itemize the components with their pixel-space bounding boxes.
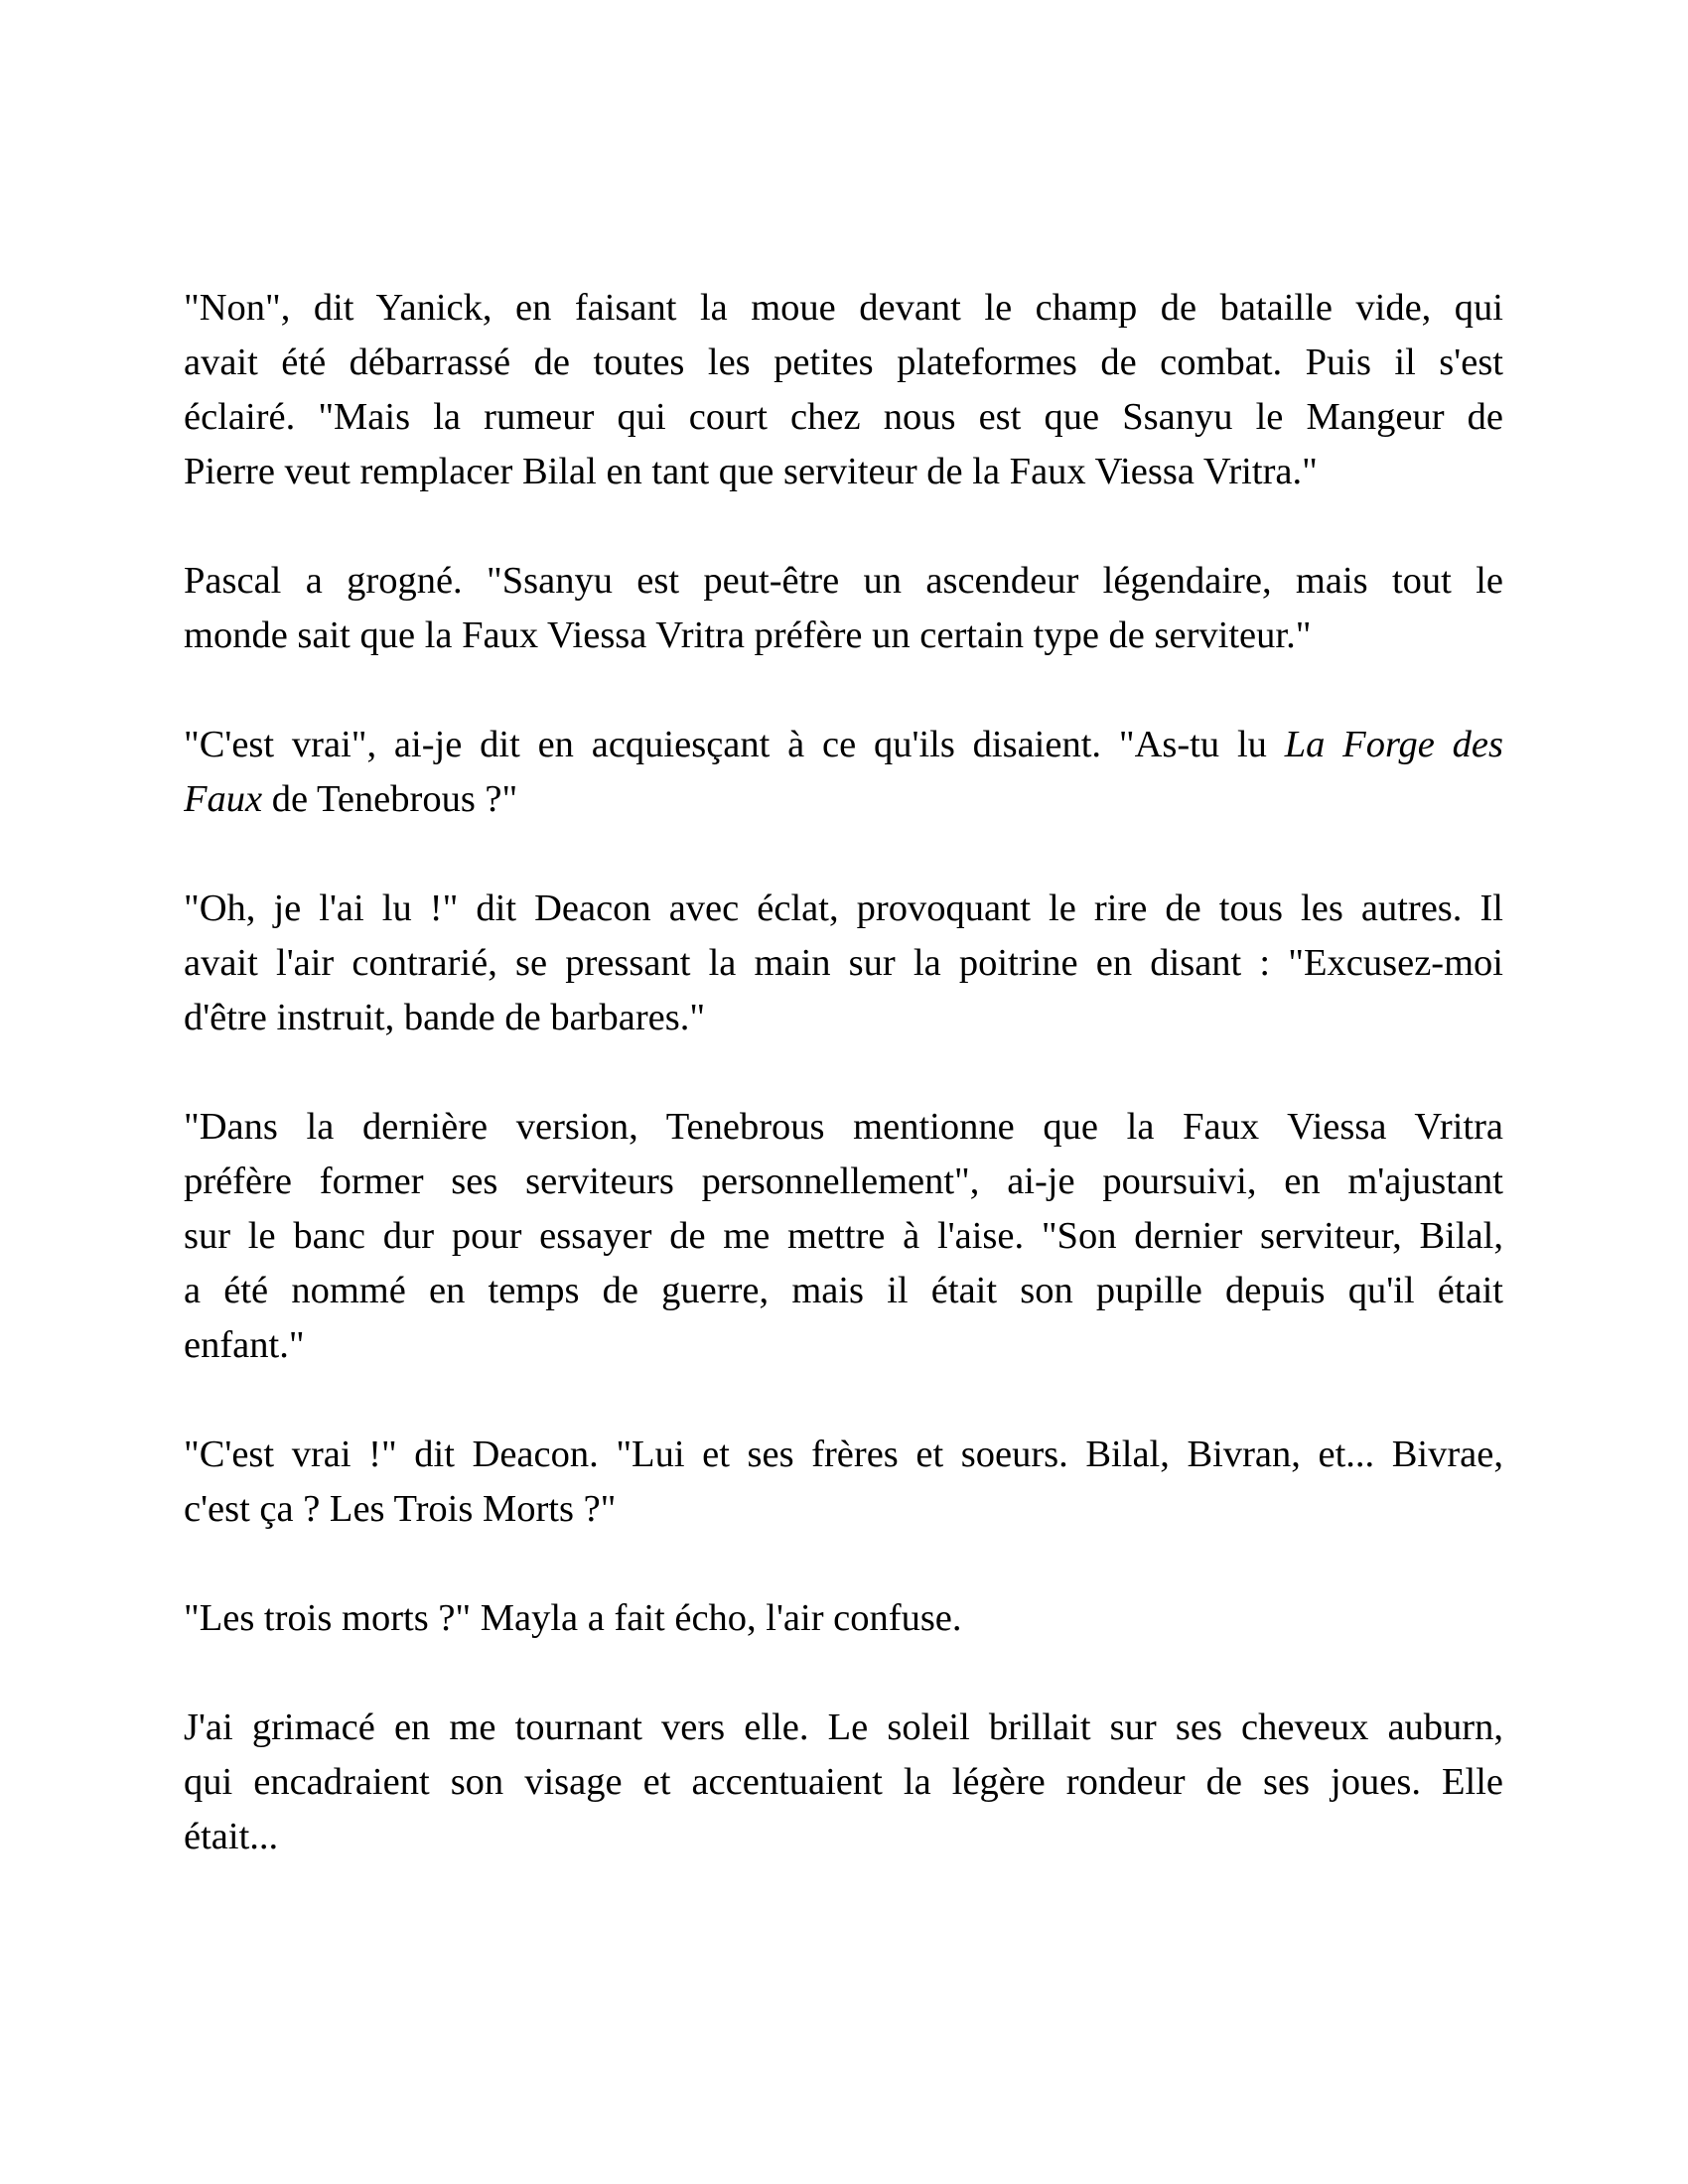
paragraph-2 — [184, 554, 1503, 663]
paragraph-3 — [184, 718, 1503, 827]
text-line: "Oh, je l'ai lu !" dit Deacon avec éclat, provoquant le rire de tous les autres. Il — [184, 887, 1503, 929]
text-line: éclairé. "Mais la rumeur qui court chez nous est que Ssanyu le Mangeur de — [184, 396, 1503, 438]
paragraph-8 — [184, 1701, 1503, 1864]
text-line: "C'est vrai !" dit Deacon. "Lui et ses frères et soeurs. Bilal, Bivran, et... Bivrae, — [184, 1433, 1503, 1475]
text-line: était... — [184, 1816, 279, 1857]
text-line: avait l'air contrarié, se pressant la main sur la poitrine en disant : "Excusez-moi — [184, 942, 1503, 984]
text-line — [184, 772, 1503, 827]
paragraph-7 — [184, 1591, 1503, 1646]
paragraph-1 — [184, 281, 1503, 499]
text-line: "Dans la dernière version, Tenebrous mentionne que la Faux Viessa Vritra — [184, 1106, 1503, 1148]
text-line: qui encadraient son visage et accentuaient la légère rondeur de ses joues. Elle — [184, 1761, 1503, 1803]
paragraph-5 — [184, 1100, 1503, 1373]
text-line — [184, 718, 1503, 772]
document-page — [184, 281, 1503, 1919]
text-line: Pierre veut remplacer Bilal en tant que serviteur de la Faux Viessa Vritra." — [184, 451, 1318, 492]
text-line: monde sait que la Faux Viessa Vritra préfère un certain type de serviteur." — [184, 614, 1312, 656]
paragraph-6 — [184, 1428, 1503, 1537]
text-line: Pascal a grogné. "Ssanyu est peut-être un ascendeur légendaire, mais tout le — [184, 560, 1503, 602]
text-run: de Tenebrous ?" — [262, 778, 518, 820]
text-line: "Les trois morts ?" Mayla a fait écho, l'air confuse. — [184, 1597, 962, 1639]
text-line: enfant." — [184, 1324, 305, 1366]
text-line: d'être instruit, bande de barbares." — [184, 997, 706, 1038]
text-line: a été nommé en temps de guerre, mais il était son pupille depuis qu'il était — [184, 1270, 1503, 1311]
text-line: J'ai grimacé en me tournant vers elle. Le soleil brillait sur ses cheveux auburn, — [184, 1706, 1503, 1748]
book-title-italic: Faux — [184, 778, 263, 820]
text-line: c'est ça ? Les Trois Morts ?" — [184, 1488, 617, 1530]
book-title-italic: La Forge des — [1284, 724, 1503, 765]
paragraph-4 — [184, 882, 1503, 1045]
text-run: "C'est vrai", ai-je dit en acquiesçant à ce qu'ils disaient. "As-tu lu — [184, 724, 1285, 765]
text-line: préfère former ses serviteurs personnellement", ai-je poursuivi, en m'ajustant — [184, 1160, 1503, 1202]
text-line: sur le banc dur pour essayer de me mettre à l'aise. "Son dernier serviteur, Bilal, — [184, 1215, 1503, 1257]
text-line: "Non", dit Yanick, en faisant la moue devant le champ de bataille vide, qui — [184, 287, 1503, 329]
text-line: avait été débarrassé de toutes les petites plateformes de combat. Puis il s'est — [184, 341, 1503, 383]
